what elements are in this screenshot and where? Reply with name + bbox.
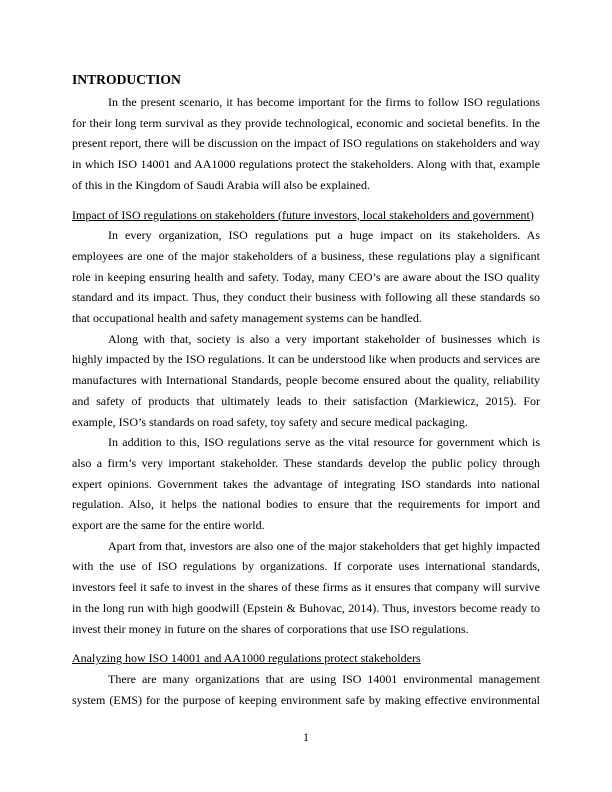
paragraph-employees: In every organization, ISO regulations put a huge impact on its stakeholders. As employees are one of the major stakeholders of a business, these regulations play a significant role in keeping ensuring health and safety. Today, many CEO’s are aware about the ISO quality standard and its impact. Thus, they conduct their business with following all these standards so that occupational health and safety management systems can be handled. — [72, 228, 540, 326]
section-spacer — [72, 196, 540, 205]
introduction-heading: INTRODUCTION — [72, 72, 181, 87]
section-heading-analysis: Analyzing how ISO 14001 and AA1000 regulations protect stakeholders — [72, 651, 421, 666]
page-number: 1 — [303, 730, 309, 744]
paragraph-society: Along with that, society is also a very important stakeholder of businesses which is highly impacted by the ISO regulations. It can be understood like when products and services are manufactures with International Standards, people become ensured about the quality, reliability and safety of products that ultimately leads to their satisfaction (Markiewicz, 2015). For example, ISO’s standards on road safety, toy safety and secure medical packaging. — [72, 331, 540, 429]
paragraph-ems: There are many organizations that are using ISO 14001 environmental management system (EMS) for the purpose of keeping environment safe by making effective environmental — [72, 671, 540, 707]
document-body — [72, 70, 540, 710]
section-heading-impact: Impact of ISO regulations on stakeholders (future investors, local stakeholders and government) — [72, 207, 534, 222]
paragraph-investors: Apart from that, investors are also one of the major stakeholders that get highly impacted with the use of ISO regulations by organizations. If corporate uses international standards, investors feel it safe to invest in the shares of these firms as it ensures that company will survive in the long run with high goodwill (Epstein & Buhovac, 2014). Thus, investors become ready to invest their money in future on the shares of corporations that use ISO regulations. — [72, 538, 540, 636]
paragraph-government: In addition to this, ISO regulations serve as the vital resource for government which is also a firm’s very important stakeholder. These standards develop the public policy through expert opinions. Government takes the advantage of integrating ISO standards into national regulation. Also, it helps the national bodies to ensure that the requirements for import and export are the same for the entire world. — [72, 435, 540, 533]
section-spacer — [72, 639, 540, 648]
intro-paragraph: In the present scenario, it has become important for the firms to follow ISO regulations for their long term survival as they provide technological, economic and societal benefits. In the present report, there will be discussion on the impact of ISO regulations on stakeholders and way in which ISO 14001 and AA1000 regulations protect the stakeholders. Along with that, example of this in the Kingdom of Saudi Arabia will also be explained. — [72, 95, 540, 192]
